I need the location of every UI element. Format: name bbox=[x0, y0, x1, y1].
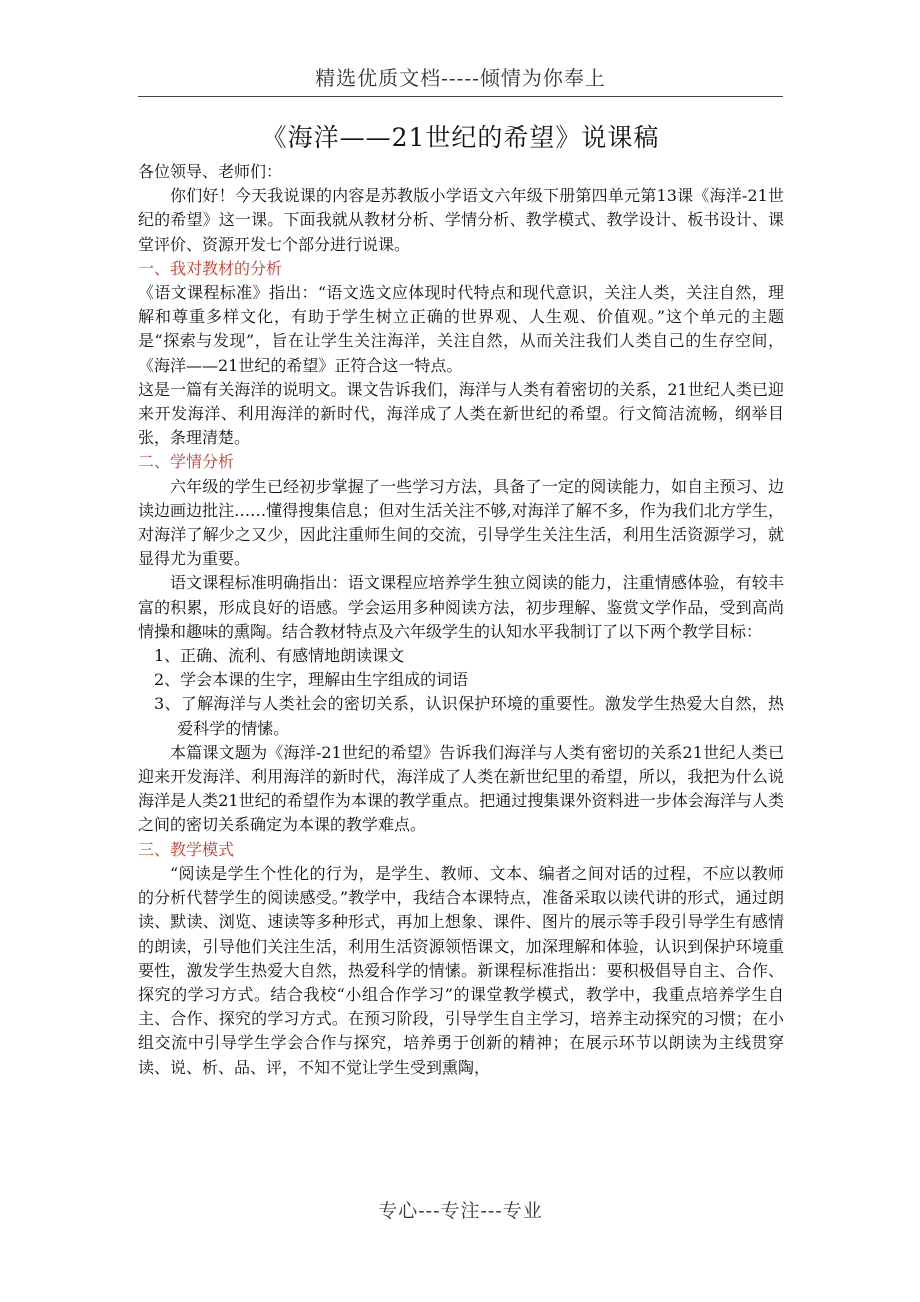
section2-paragraph-3: 本篇课文题为《海洋-21世纪的希望》告诉我们海洋与人类有密切的关系21世纪人类已迎来开发海洋、利用海洋的新时代，海洋成了人类在新世纪里的希望，所以，我把为什么说海洋是人类21世纪的希望作为本课的教学重点。把通过搜集课外资料进一步体会海洋与人类之间的密切关系确定为本课的教学难点。 bbox=[138, 742, 784, 835]
intro-paragraph: 你们好！今天我说课的内容是苏教版小学语文六年级下册第四单元第13课《海洋-21世纪的希望》这一课。下面我就从教材分析、学情分析、教学模式、教学设计、板书设计、课堂评价、资源开发七个部分进行说课。 bbox=[138, 186, 784, 254]
section-heading-2: 二、学情分析 bbox=[138, 452, 235, 472]
section1-paragraph-2: 这是一篇有关海洋的说明文。课文告诉我们，海洋与人类有着密切的关系，21世纪人类已迎来开发海洋、利用海洋的新时代，海洋成了人类在新世纪的希望。行文简洁流畅，纲举目张，条理清楚。 bbox=[138, 379, 784, 448]
section-heading-3: 三、教学模式 bbox=[138, 839, 235, 859]
document-title: 《海洋——21世纪的希望》说课稿 bbox=[261, 123, 660, 152]
page-header: 精选优质文档-----倾情为你奉上 bbox=[315, 66, 606, 90]
section-heading-1: 一、我对教材的分析 bbox=[138, 258, 283, 278]
document-body bbox=[138, 160, 784, 1080]
header-divider bbox=[138, 96, 783, 97]
goal-item-1: 1、正确、流利、有感情地朗读课文 bbox=[154, 646, 405, 666]
section2-paragraph-2: 语文课程标准明确指出：语文课程应培养学生独立阅读的能力，注重情感体验，有较丰富的积累，形成良好的语感。学会运用多种阅读方法，初步理解、鉴赏文学作品，受到高尚情操和趣味的熏陶。结合教材特点及六年级学生的认知水平我制订了以下两个教学目标： bbox=[138, 573, 784, 641]
section1-paragraph-1: 《语文课程标准》指出：“语文选文应体现时代特点和现代意识，关注人类，关注自然，理解和尊重多样文化，有助于学生树立正确的世界观、人生观、价值观。”这个单元的主题是“探索与发现”，旨在让学生关注海洋，关注自然，从而关注我们人类自己的生存空间，《海洋——21世纪的希望》正符合这一特点。 bbox=[138, 283, 784, 375]
goal-item-2: 2、学会本课的生字，理解由生字组成的词语 bbox=[154, 670, 469, 690]
section3-paragraph-1: “阅读是学生个性化的行为，是学生、教师、文本、编者之间对话的过程，不应以教师的分析代替学生的阅读感受。”教学中，我结合本课特点，准备采取以读代讲的形式，通过朗读、默读、浏览、速读等多种形式，再加上想象、课件、图片的展示等手段引导学生有感情的朗读，引导他们关注生活，利用生活资源领悟课文，加深理解和体验，认识到保护环境重要性，激发学生热爱大自然，热爱科学的情愫。新课程标准指出：要积极倡导自主、合作、探究的学习方式。结合我校“小组合作学习”的课堂教学模式，教学中，我重点培养学生自主、合作、探究的学习方式。在预习阶段，引导学生自主学习，培养主动探究的习惯；在小组交流中引导学生学会合作与探究，培养勇于创新的精神；在展示环节以朗读为主线贯穿读、说、析、品、评，不知不觉让学生受到熏陶， bbox=[138, 863, 784, 1077]
goal-item-3: 3、了解海洋与人类社会的密切关系，认识保护环境的重要性。激发学生热爱大自然，热爱科学的情愫。 bbox=[154, 694, 784, 738]
page-footer: 专心---专注---专业 bbox=[378, 1200, 543, 1222]
section2-paragraph-1: 六年级的学生已经初步掌握了一些学习方法，具备了一定的阅读能力，如自主预习、边读边画边批注……懂得搜集信息；但对生活关注不够,对海洋了解不多，作为我们北方学生，对海洋了解少之又少，因此注重师生间的交流，引导学生关注生活，利用生活资源学习，就显得尤为重要。 bbox=[138, 476, 784, 569]
greeting: 各位领导、老师们： bbox=[138, 162, 283, 181]
